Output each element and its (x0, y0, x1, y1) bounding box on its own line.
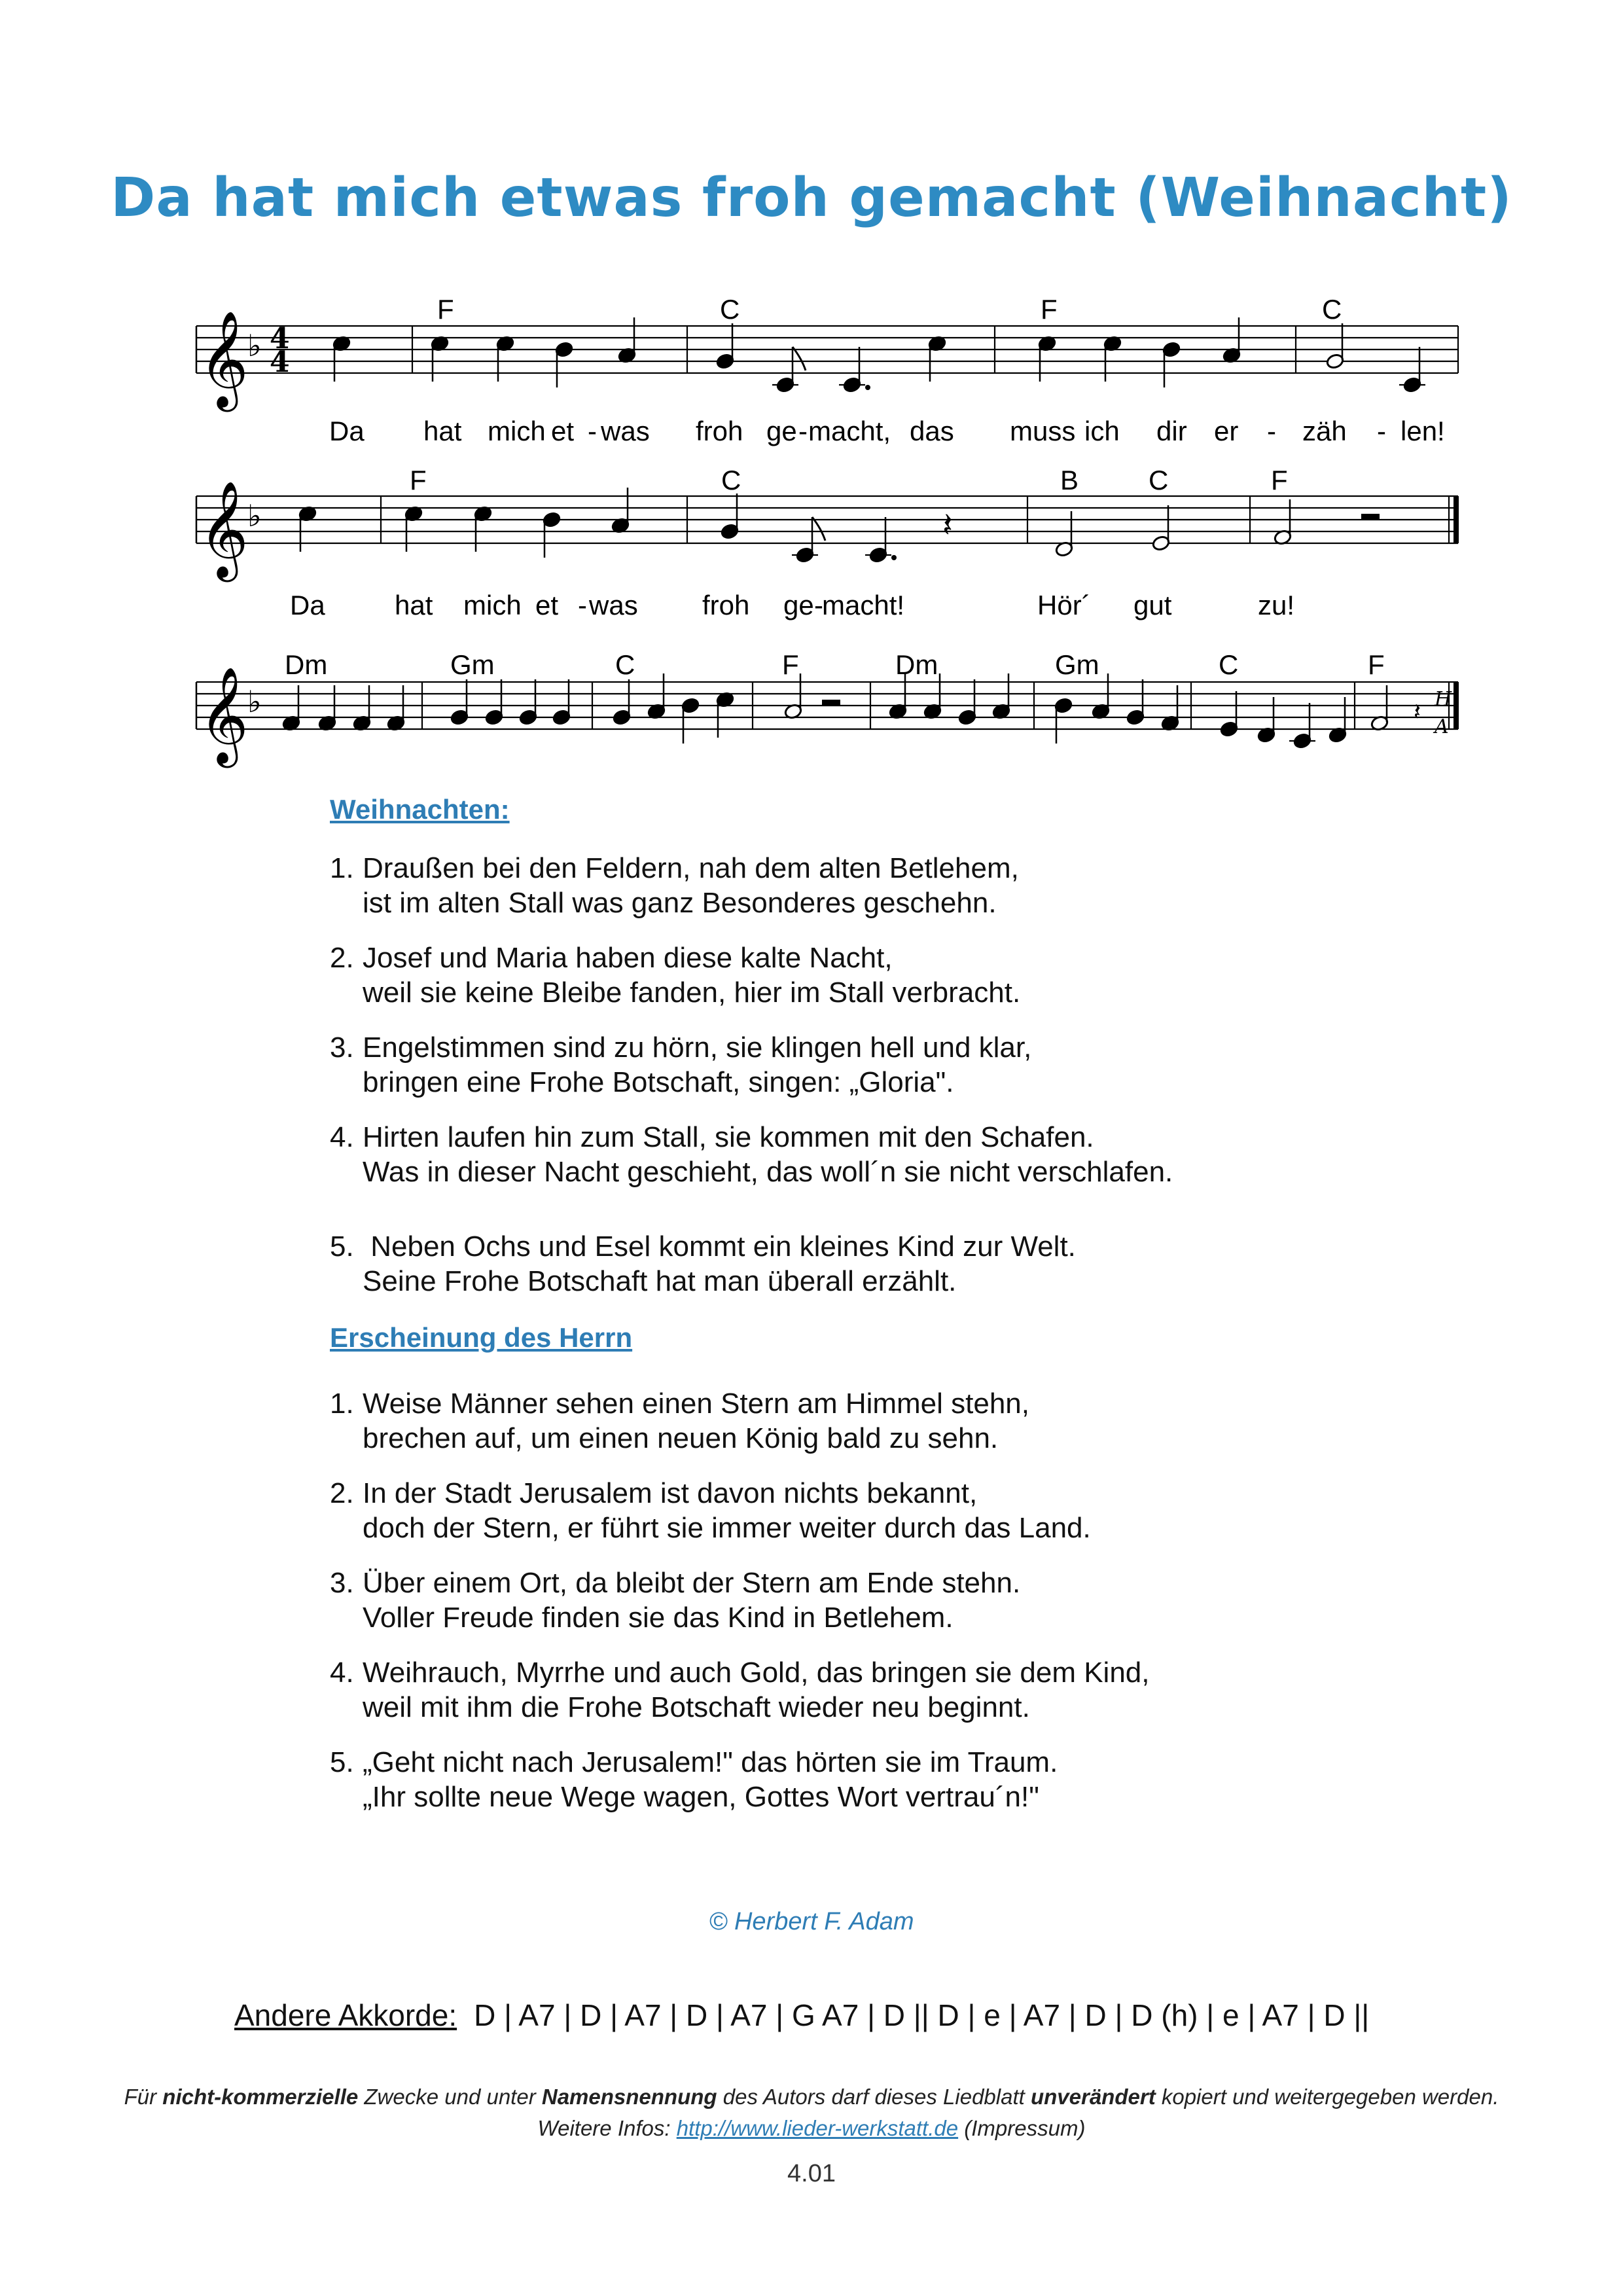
verse (330, 1030, 1031, 1100)
lyric-syllable: et (551, 416, 575, 446)
chord-symbol: C (615, 649, 635, 680)
verse-number: 3. (330, 1031, 354, 1064)
verse (330, 851, 1019, 920)
note-dot (891, 555, 897, 560)
notes (282, 317, 1452, 749)
lyric-syllable: mich (488, 416, 546, 446)
section-heading-erscheinung: Erscheinung des Herrn (330, 1322, 633, 1353)
staves (196, 310, 1459, 768)
verse-number: 4. (330, 1121, 354, 1153)
lyric-syllable: zäh (1302, 416, 1347, 446)
verse-line: ist im alten Stall was ganz Besonderes geschehn. (363, 887, 997, 919)
verse-number: 2. (330, 1477, 354, 1509)
verse-line: „Ihr sollte neue Wege wagen, Gottes Wort vertrau´n!" (363, 1781, 1039, 1813)
chord-symbol: F (1271, 465, 1288, 495)
verse-line: Draußen bei den Feldern, nah dem alten Betlehem, (363, 852, 1019, 884)
verse (330, 1745, 1058, 1814)
song-title: Da hat mich etwas froh gemacht (Weihnacht) (111, 167, 1512, 229)
chord-symbol: C (1219, 649, 1239, 680)
lyric-syllable: Hör´ (1037, 590, 1091, 620)
verse-line: Engelstimmen sind zu hörn, sie klingen hell und klar, (363, 1031, 1032, 1064)
lyric-syllable: froh (696, 416, 743, 446)
verse (330, 1229, 1076, 1299)
verse-line: Hirten laufen hin zum Stall, sie kommen mit den Schafen. (363, 1121, 1094, 1153)
lyric-syllable: - (814, 590, 823, 620)
alternative-chords (234, 1998, 1369, 2033)
verse-line: weil mit ihm die Frohe Botschaft wieder neu beginnt. (363, 1691, 1030, 1723)
sheet-music (0, 0, 1623, 785)
verse-line: In der Stadt Jerusalem ist davon nichts bekannt, (363, 1477, 978, 1509)
lyric-syllable: zu! (1258, 590, 1295, 620)
lyric-syllable: - (588, 416, 597, 446)
license-text (0, 2081, 1623, 2144)
copyright: © Herbert F. Adam (709, 1908, 914, 1935)
time-signature-top: 4 (270, 322, 290, 355)
chord-symbol: C (720, 294, 740, 325)
lyric-syllable: muss (1010, 416, 1076, 446)
chord-symbol: Gm (1055, 649, 1099, 680)
verse (330, 1120, 1173, 1189)
lyric-syllable: mich (463, 590, 522, 620)
lyric-syllable: froh (702, 590, 750, 620)
lyric-syllable: ge (766, 416, 797, 446)
lyric-syllable: macht! (822, 590, 905, 620)
chord-symbol: Gm (450, 649, 495, 680)
chord-symbol: F (782, 649, 799, 680)
lyric-syllable: - (798, 416, 808, 446)
verse-number: 5. (330, 1746, 354, 1778)
score-text (285, 294, 1445, 680)
verse-line: Seine Frohe Botschaft hat man überall erzählt. (363, 1265, 957, 1297)
verse-number: 1. (330, 1388, 354, 1420)
quarter-rest: 𝄽 (1414, 699, 1421, 726)
lyric-syllable: - (1377, 416, 1386, 446)
chord-symbol: C (1149, 465, 1169, 495)
verse (330, 1386, 1029, 1456)
chord-symbol: F (410, 465, 427, 495)
verse-number: 2. (330, 942, 354, 974)
verse-line: Über einem Ort, da bleibt der Stern am Ende stehn. (363, 1567, 1021, 1599)
lyric-syllable: Da (329, 416, 365, 446)
verse-line: bringen eine Frohe Botschaft, singen: „Gloria". (363, 1066, 954, 1098)
lyric-syllable: hat (423, 416, 462, 446)
flat-key-signature: ♭ (247, 498, 262, 533)
verse-line: weil sie keine Bleibe fanden, hier im Stall verbracht. (363, 977, 1021, 1009)
time-signature-bottom: 4 (270, 346, 290, 379)
treble-clef: 𝄞 (199, 666, 249, 764)
website-link[interactable]: http://www.lieder-werkstatt.de (676, 2116, 959, 2140)
verse-number: 3. (330, 1567, 354, 1599)
half-rest (1361, 514, 1380, 520)
chord-symbol: C (721, 465, 741, 495)
section-heading-weihnachten: Weihnachten: (330, 794, 510, 825)
verse-line: Josef und Maria haben diese kalte Nacht, (363, 942, 893, 974)
lyric-syllable: hat (395, 590, 433, 620)
verse-line: Weihrauch, Myrrhe und auch Gold, das bringen sie dem Kind, (363, 1657, 1150, 1689)
lyric-syllable: das (910, 416, 954, 446)
lyric-syllable: gut (1133, 590, 1172, 620)
verse (330, 1566, 1020, 1635)
alt-chords-label: Andere Akkorde: (234, 1998, 457, 2032)
lyric-syllable: Da (290, 590, 325, 620)
lyric-syllable: was (589, 590, 638, 620)
treble-clef: 𝄞 (199, 480, 249, 578)
lyric-syllable: et (535, 590, 559, 620)
note-flag (812, 517, 825, 541)
chord-symbol: Dm (895, 649, 938, 680)
verse (330, 1655, 1150, 1725)
treble-clef: 𝄞 (199, 310, 249, 408)
verse-line: Neben Ochs und Esel kommt ein kleines Kind zur Welt. (363, 1230, 1076, 1263)
lyric-syllable: ich (1084, 416, 1120, 446)
verse (330, 941, 1020, 1010)
chord-symbol: F (1041, 294, 1058, 325)
lyric-syllable: - (1267, 416, 1276, 446)
lyric-syllable: - (578, 590, 587, 620)
more-info-line: Weitere Infos: http://www.lieder-werkstatt.de (Impressum) (537, 2116, 1086, 2140)
license-line: Für nicht-kommerzielle Zwecke und unter Namensnennung des Autors darf dieses Liedblatt unverändert kopiert und weitergegeben werden. (124, 2085, 1499, 2109)
flat-key-signature: ♭ (247, 328, 262, 363)
verse-number: 1. (330, 852, 354, 884)
chord-symbol: Dm (285, 649, 328, 680)
verse-line: brechen auf, um einen neuen König bald zu sehn. (363, 1422, 999, 1454)
verse-number: 5. (330, 1230, 354, 1263)
lyric-syllable: ge (783, 590, 814, 620)
verse-line: doch der Stern, er führt sie immer weiter durch das Land. (363, 1512, 1091, 1544)
verse (330, 1476, 1091, 1545)
lyric-syllable: dir (1156, 416, 1187, 446)
composer-mark-a: A (1435, 715, 1449, 738)
chord-symbol: C (1322, 294, 1342, 325)
page-number: 4.01 (787, 2160, 836, 2187)
verse-line: Voller Freude finden sie das Kind in Betlehem. (363, 1602, 954, 1634)
chord-symbol: F (1368, 649, 1385, 680)
lyric-syllable: was (601, 416, 650, 446)
note-flag (793, 347, 806, 370)
half-rest (822, 700, 840, 706)
alt-chords-value: D | A7 | D | A7 | D | A7 | G A7 | D || D | e | A7 | D | D (h) | e | A7 | D || (474, 1998, 1370, 2032)
flat-key-signature: ♭ (247, 684, 262, 719)
verse-line: „Geht nicht nach Jerusalem!" das hörten sie im Traum. (363, 1746, 1058, 1778)
final-bar-line (1454, 682, 1459, 729)
final-bar-line (1454, 496, 1459, 543)
composer-mark-h: H (1435, 688, 1452, 711)
lyric-syllable: len! (1400, 416, 1445, 446)
note-dot (865, 385, 870, 390)
lyric-syllable: er (1214, 416, 1239, 446)
verse-line: Was in dieser Nacht geschieht, das woll´n sie nicht verschlafen. (363, 1156, 1173, 1188)
chord-symbol: F (437, 294, 454, 325)
quarter-rest: 𝄽 (942, 506, 953, 545)
verse-line: Weise Männer sehen einen Stern am Himmel stehn, (363, 1388, 1030, 1420)
chord-symbol: B (1060, 465, 1079, 495)
lyric-syllable: macht, (808, 416, 891, 446)
verse-number: 4. (330, 1657, 354, 1689)
